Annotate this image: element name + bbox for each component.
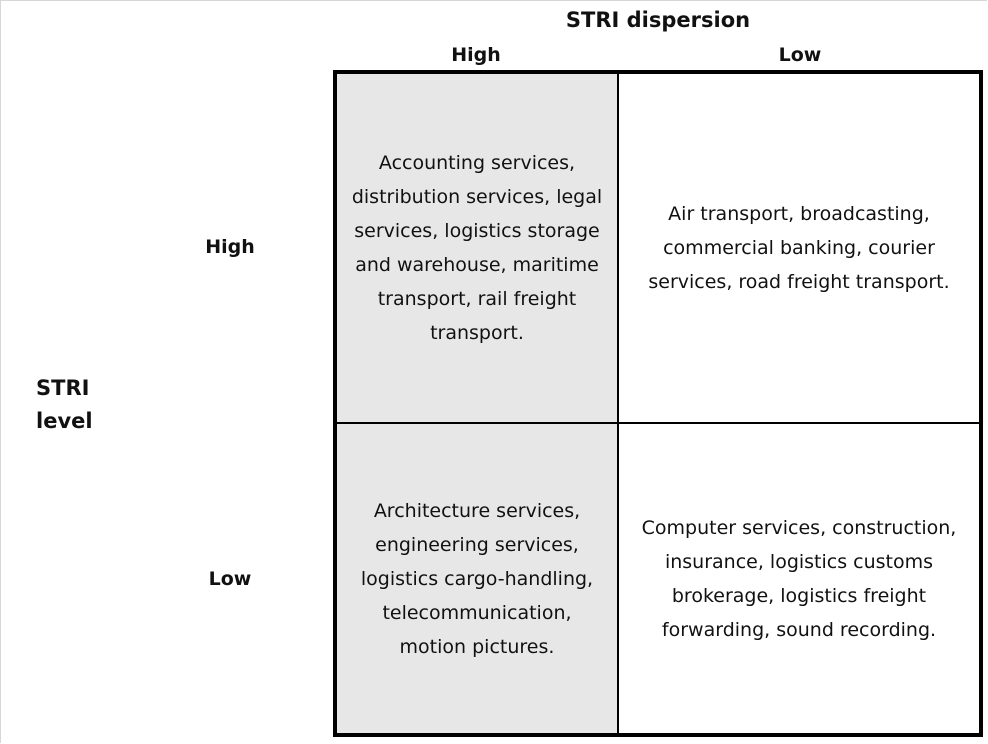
level-axis-title-text: STRI level xyxy=(36,376,93,433)
cell-text: Computer services, construction, insurance, logistics customs brokerage, logistics freight forwarding, sound recording. xyxy=(641,516,957,641)
cell-high-level-high-dispersion xyxy=(337,74,619,424)
cell-text: Accounting services, distribution services, legal services, logistics storage and warehouse, maritime transport, rail freight transport. xyxy=(351,152,603,344)
cell-text: Architecture services, engineering services, logistics cargo-handling, telecommunication, motion pictures. xyxy=(360,499,594,658)
dispersion-axis-title: STRI dispersion xyxy=(565,8,751,32)
column-header-low: Low xyxy=(778,44,822,66)
matrix-grid xyxy=(333,70,983,737)
row-header-low: Low xyxy=(208,568,252,590)
cell-text: Air transport, broadcasting, commercial banking, courier services, road freight transport. xyxy=(648,203,950,293)
cell-low-level-high-dispersion xyxy=(337,424,619,733)
column-header-high: High xyxy=(451,44,501,66)
cell-high-level-low-dispersion xyxy=(619,74,979,424)
cell-low-level-low-dispersion xyxy=(619,424,979,733)
row-header-high: High xyxy=(205,236,255,258)
level-axis-title xyxy=(22,372,102,438)
